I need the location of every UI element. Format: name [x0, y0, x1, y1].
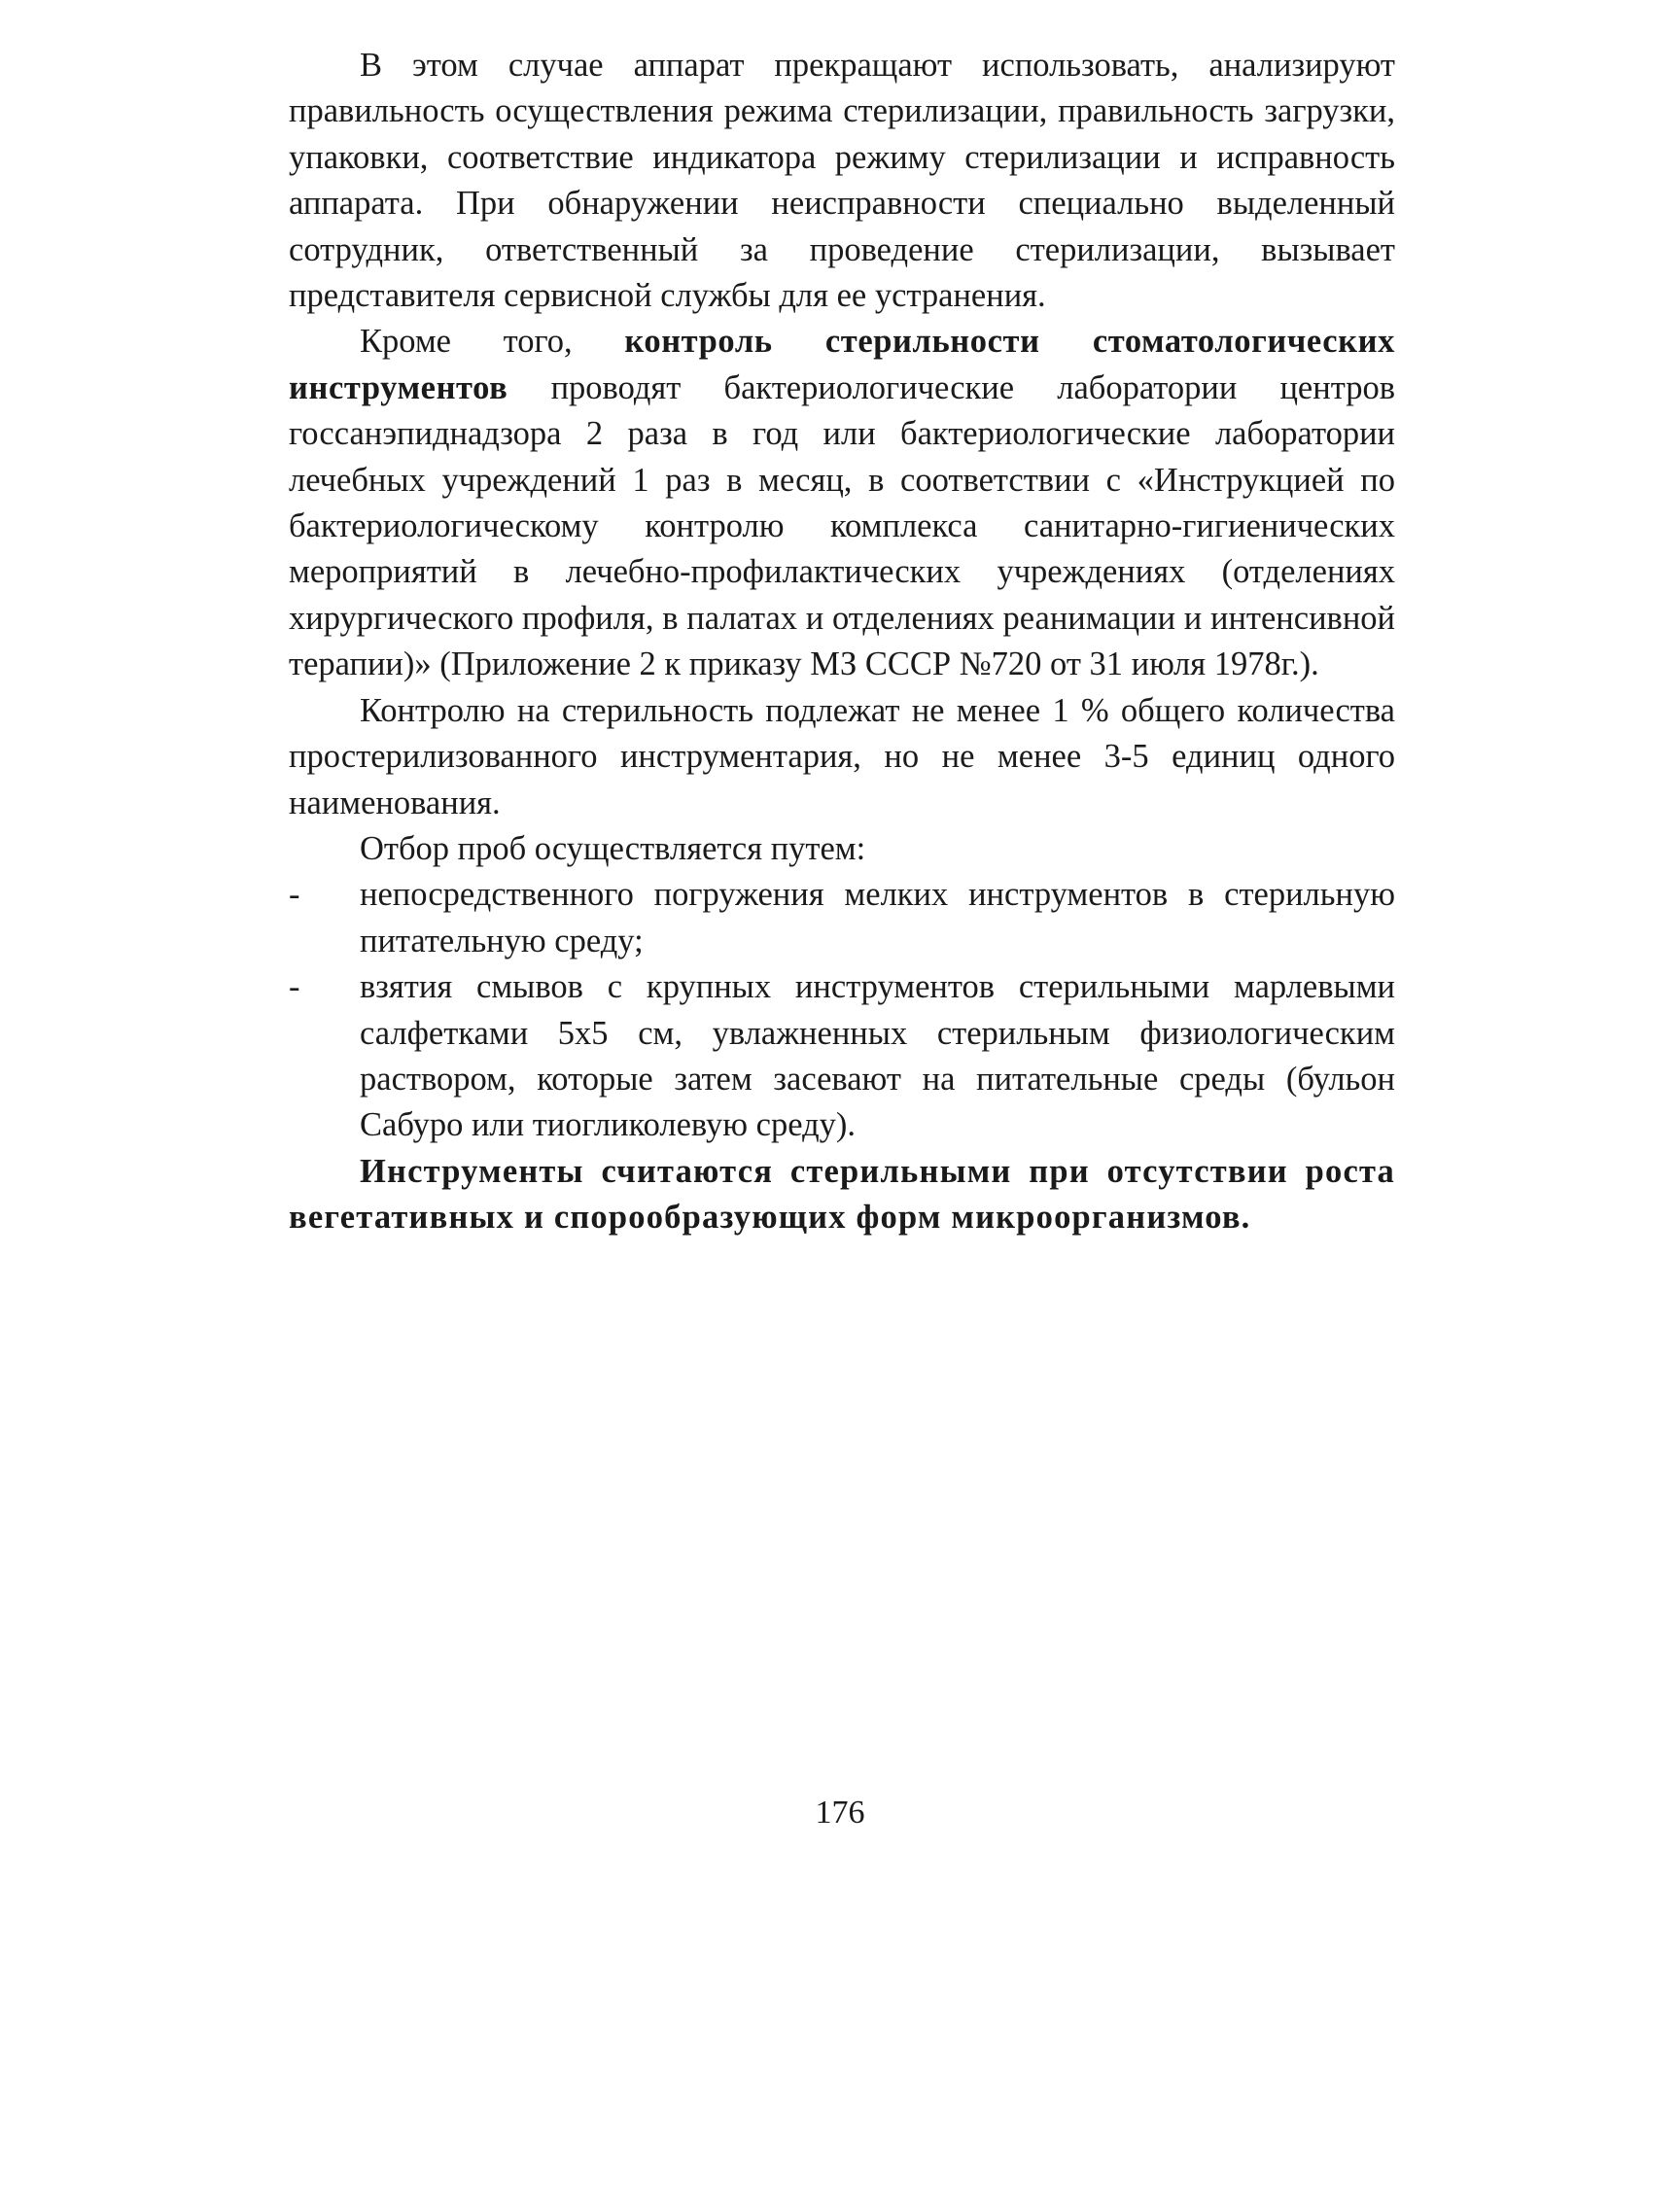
list-item	[289, 872, 1395, 964]
paragraph-sampling-intro: Отбор проб осуществляется путем:	[360, 829, 866, 867]
paragraph-control-volume: Контролю на стерильность подлежат не менее 1 % общего количества простерилизованного инструментария, но не менее 3-5 единиц одного наименования.	[289, 691, 1395, 821]
list-bullet: -	[289, 876, 300, 914]
page-body	[289, 43, 1395, 1241]
paragraph-text: Кроме того,	[360, 323, 625, 361]
paragraph-conclusion: Инструменты считаются стерильными при отсутствии роста вегетативных и спорообразующих форм микроорганизмов.	[289, 1152, 1395, 1237]
page-number: 176	[815, 1795, 865, 1831]
list-item-text: взятия смывов с крупных инструментов стерильными марлевыми салфетками 5х5 см, увлажненных стерильным физиологическим раствором, которые затем засевают на питательные среды (бульон Сабуро или тиогликолевую среду).	[360, 968, 1395, 1144]
list-item	[289, 964, 1395, 1149]
paragraph-sterility-control	[289, 319, 1395, 687]
list-item-text: непосредственного погружения мелких инструментов в стерильную питательную среду;	[360, 876, 1395, 959]
paragraph-text: проводят бактериологические лаборатории центров госсанэпиднадзора 2 раза в год или бактериологические лаборатории лечебных учреждений 1 раз в месяц, в соответствии с «Инструкцией по бактериологическому контролю комплекса санитарно-гигиенических мероприятий в лечебно-профилактических учреждениях (отделениях хирургического профиля, в палатах и отделениях реанимации и интенсивной терапии)» (Приложение 2 к приказу МЗ СССР №720 от 31 июля 1978г.).	[289, 368, 1395, 683]
list-bullet: -	[289, 968, 300, 1006]
bold-term: контроль стерильности стоматологических инструментов	[289, 323, 1395, 406]
paragraph-sterilizer-failure: В этом случае аппарат прекращают использовать, анализируют правильность осуществления режима стерилизации, правильность загрузки, упаковки, соответствие индикатора режиму стерилизации и исправность аппарата. При обнаружении неисправности специально выделенный сотрудник, ответственный за проведение стерилизации, вызывает представителя сервисной службы для ее устранения.	[289, 47, 1395, 315]
